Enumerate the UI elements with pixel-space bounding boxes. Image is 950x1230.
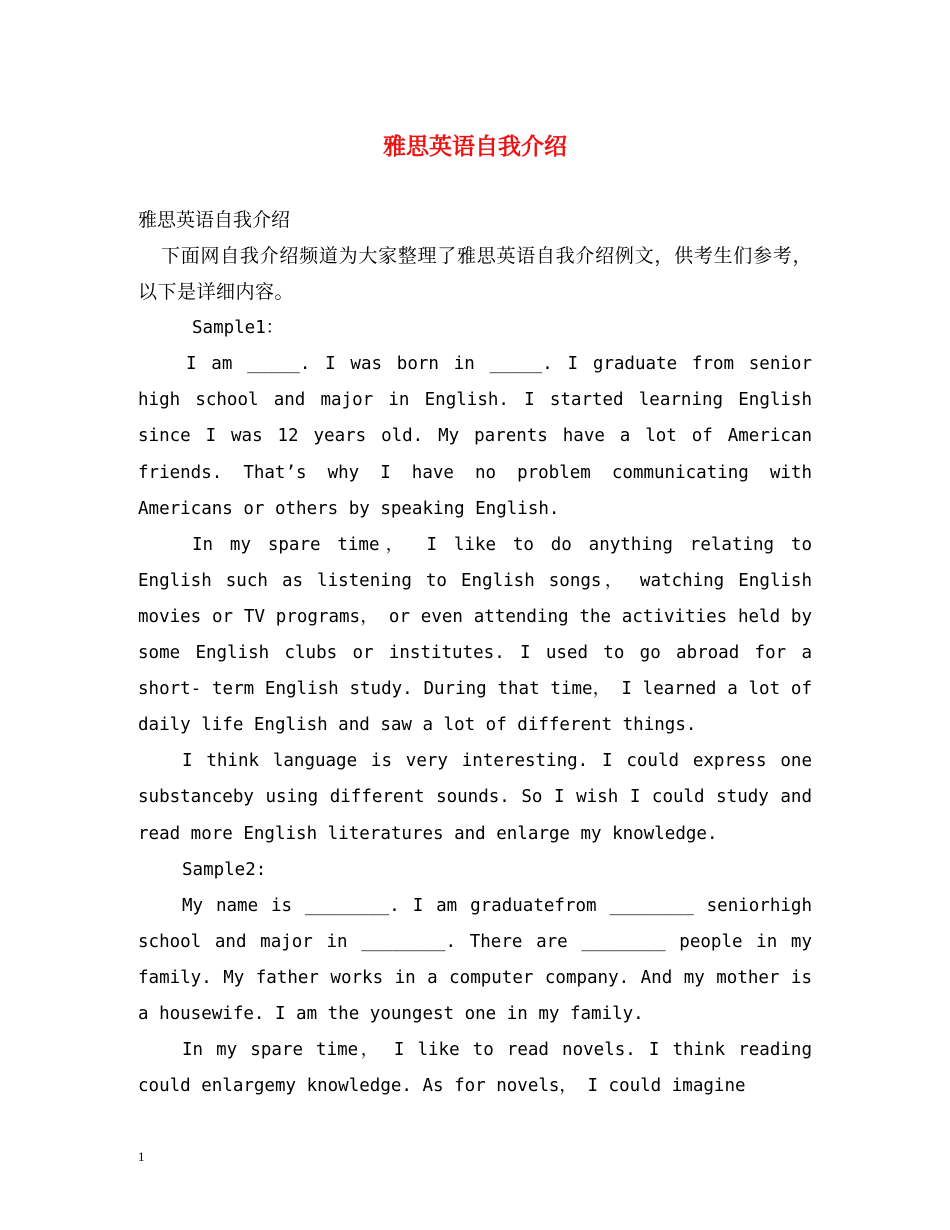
sample1-paragraph-3: I think language is very interesting. I could express one substanceby using different sounds. So I wish I could study and read more English literatures and enlarge my knowledge. <box>138 751 812 844</box>
intro-paragraph: 下面网自我介绍频道为大家整理了雅思英语自我介绍例文，供考生们参考，以下是详细内容。 <box>138 245 812 304</box>
document-heading: 雅思英语自我介绍 <box>138 209 291 231</box>
page-number: 1 <box>138 1149 145 1164</box>
sample1-paragraph-1: I am _____. I was born in _____. I graduate from senior high school and major in English. I started learning English since I was 12 years old. My parents have a lot of American friends. That’s why I have no problem communicating with Americans or others by speaking English. <box>138 354 812 519</box>
sample1-paragraph-2: In my spare time， I like to do anything relating to English such as listening to English songs， watching English movies or TV programs， or even attending the activities held by some English clubs or institutes. I used to go abroad for a short- term English study. During that time， I learned a lot of daily life English and saw a lot of different things. <box>138 534 812 736</box>
sample2-paragraph-1: My name is ________. I am graduatefrom ________ seniorhigh school and major in ________. There are ________ people in my family. My father works in a computer company. And my mother is a housewife. I am the youngest one in my family. <box>138 895 812 1024</box>
sample2-paragraph-2: In my spare time， I like to read novels. I think reading could enlargemy knowledge. As for novels， I could imagine <box>138 1040 812 1097</box>
sample1-label: Sample1： <box>192 318 284 339</box>
document-title: 雅思英语自我介绍 <box>383 133 567 160</box>
document-body <box>138 238 812 1104</box>
sample2-label: Sample2: <box>182 859 267 880</box>
